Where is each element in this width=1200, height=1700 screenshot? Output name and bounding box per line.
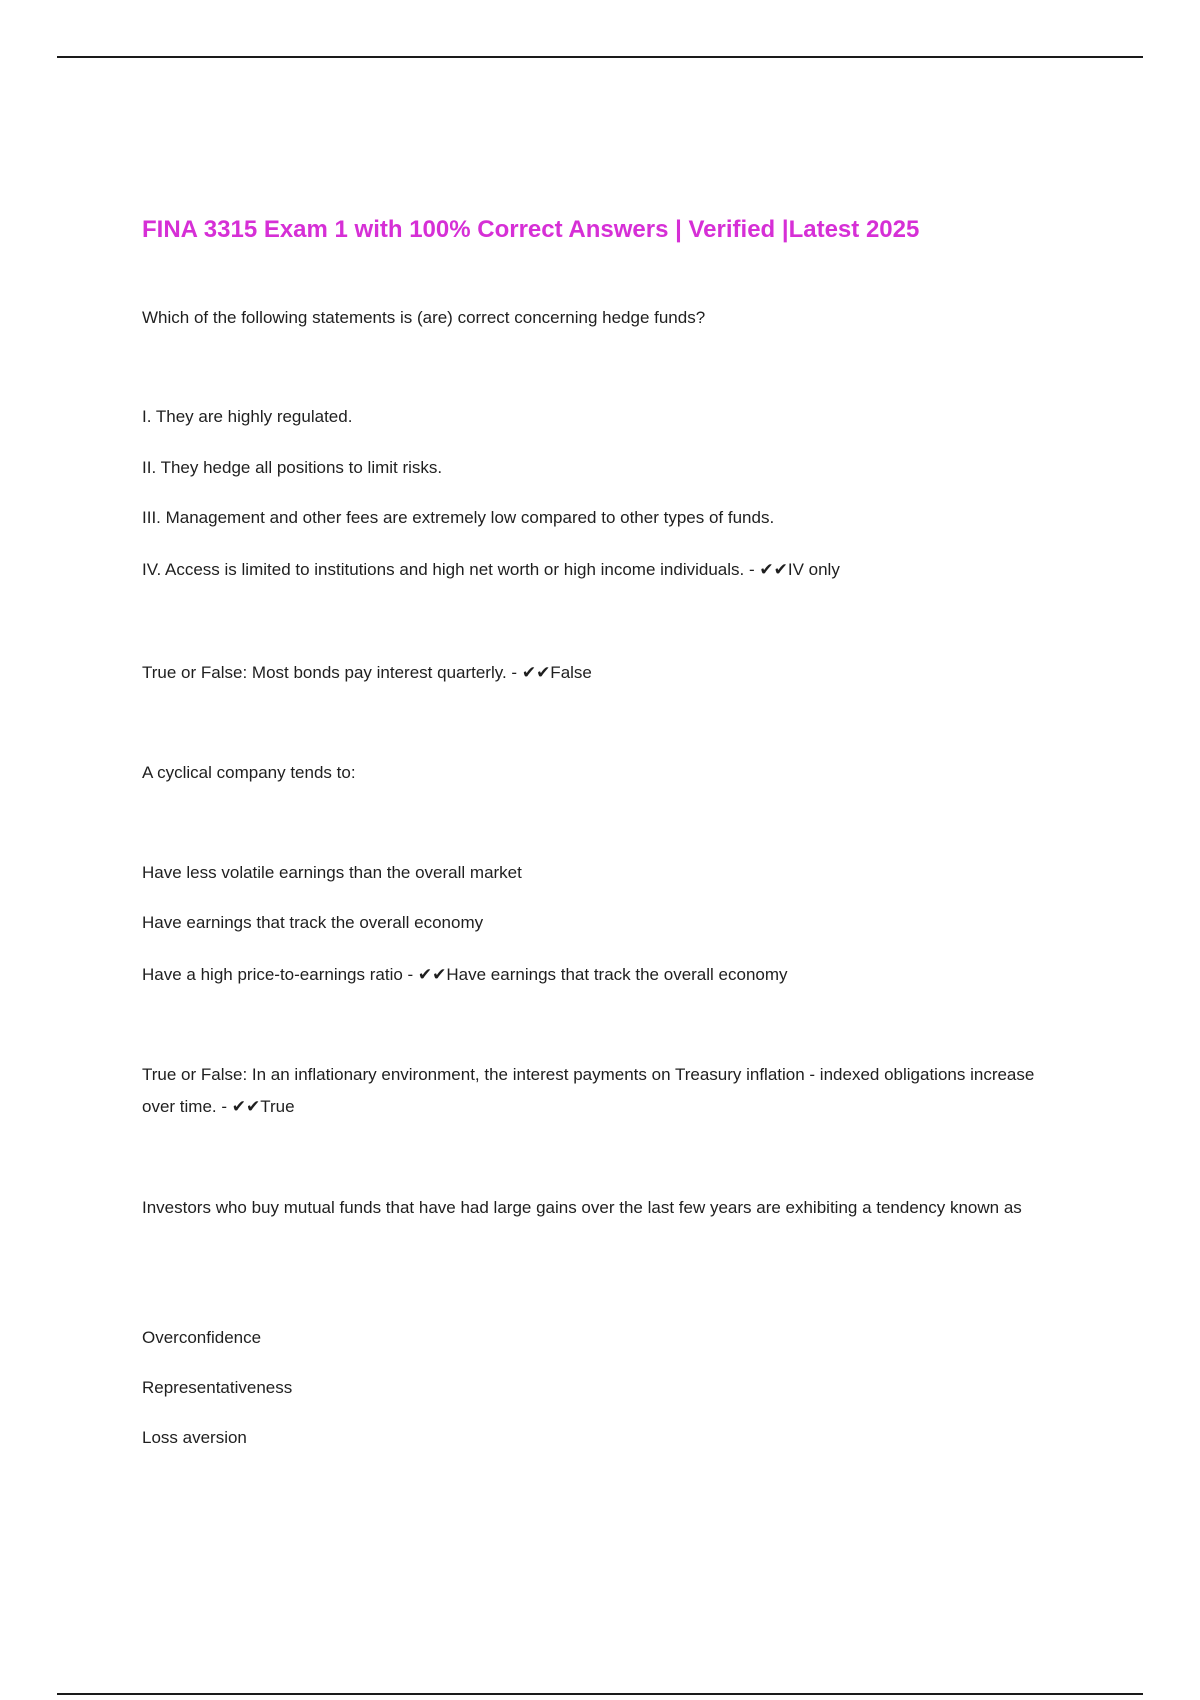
q1-option-2: II. They hedge all positions to limit risks. — [142, 458, 443, 477]
header-rule — [57, 56, 1143, 58]
q3-option-1: Have less volatile earnings than the overall market — [142, 863, 522, 882]
footer-rule — [57, 1693, 1143, 1695]
q2-question-answer: True or False: Most bonds pay interest quarterly. - ✔✔False — [142, 663, 592, 682]
q5-option-2: Representativeness — [142, 1378, 293, 1397]
document-title: FINA 3315 Exam 1 with 100% Correct Answers | Verified |Latest 2025 — [142, 216, 920, 243]
q1-option-4-answer: IV. Access is limited to institutions and high net worth or high income individuals. - ✔✔IV only — [142, 560, 840, 579]
q4-question-answer: True or False: In an inflationary environment, the interest payments on Treasury inflation - indexed obligations increase over time. - ✔✔True — [142, 1065, 1035, 1116]
q1-option-1: I. They are highly regulated. — [142, 407, 353, 426]
q1-option-3: III. Management and other fees are extremely low compared to other types of funds. — [142, 508, 775, 527]
q5-option-3: Loss aversion — [142, 1428, 247, 1447]
q3-question: A cyclical company tends to: — [142, 763, 356, 782]
q5-question: Investors who buy mutual funds that have had large gains over the last few years are exhibiting a tendency known as — [142, 1198, 1022, 1217]
q1-question: Which of the following statements is (are) correct concerning hedge funds? — [142, 308, 706, 327]
q5-option-1: Overconfidence — [142, 1328, 262, 1347]
q3-option-2: Have earnings that track the overall economy — [142, 913, 484, 932]
q3-option-3-answer: Have a high price-to-earnings ratio - ✔✔Have earnings that track the overall economy — [142, 965, 788, 984]
